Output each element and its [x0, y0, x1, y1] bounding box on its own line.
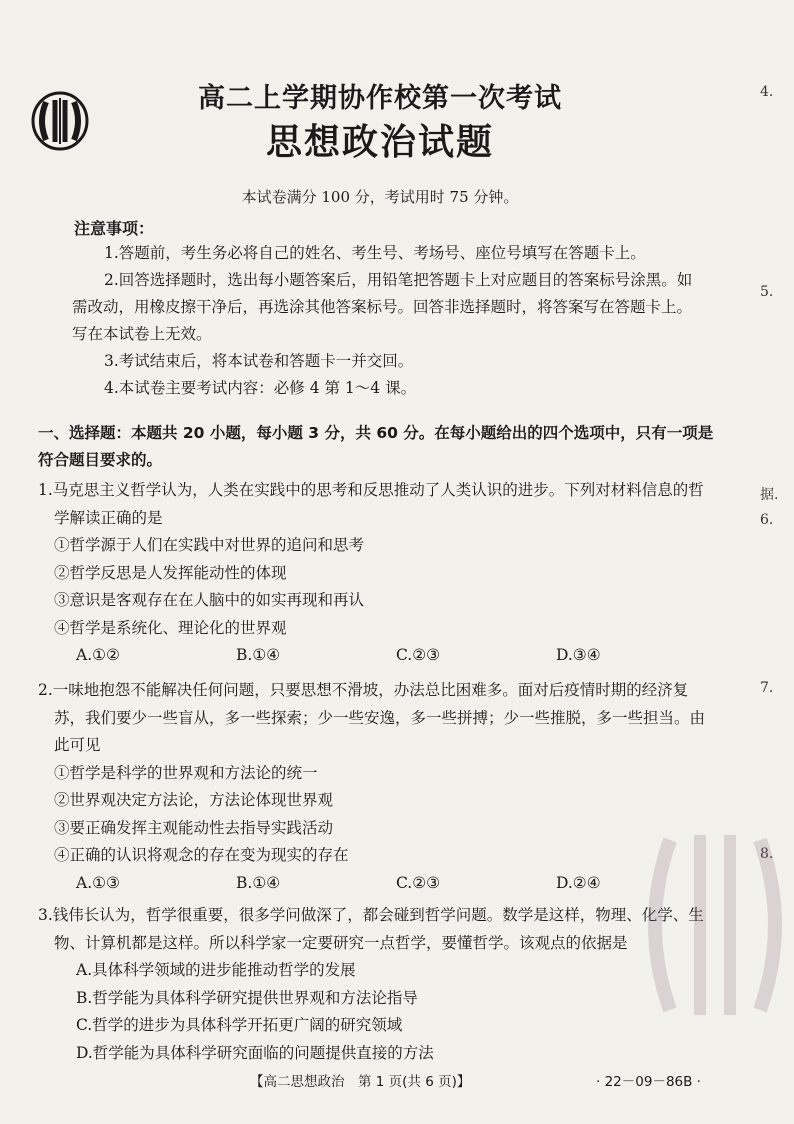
statement: ④正确的认识将观念的存在变为现实的存在 [54, 846, 349, 864]
edge-mark: 6. [760, 512, 774, 528]
option-c: C.②③ [396, 646, 441, 664]
question-stem: 3.钱伟长认为，哲学很重要，很多学问做深了，都会碰到哲学问题。数学是这样，物理、化学、生物、计算机都是这样。所以科学家一定要研究一点哲学，要懂哲学。该观点的依据是 [38, 906, 704, 952]
exam-code: · 22－09－86B · [596, 1074, 701, 1090]
exam-title: 高二上学期协作校第一次考试 [198, 83, 562, 114]
question-stem: 2.一味地抱怨不能解决任何问题，只要思想不滑坡，办法总比困难多。面对后疫情时期的经济复苏，我们要少一些盲从，多一些探索；少一些安逸，多一些拼搏；少一些推脱，多一些担当。由此可见 [38, 681, 706, 754]
statement: ①哲学源于人们在实践中对世界的追问和思考 [54, 536, 365, 554]
subject-title: 思想政治试题 [265, 122, 494, 163]
section-heading: 一、选择题：本题共 20 小题，每小题 3 分，共 60 分。在每小题给出的四个选项中，只有一项是符合题目要求的。 [38, 424, 714, 469]
edge-mark: 8. [760, 846, 774, 862]
notice-item: 4.本试卷主要考试内容：必修 4 第 1～4 课。 [104, 379, 417, 397]
option-a: A.①② [76, 646, 120, 664]
question-1 [38, 477, 718, 670]
statement: ③要正确发挥主观能动性去指导实践活动 [54, 818, 334, 837]
option-c: C.②③ [396, 873, 441, 892]
option-d: D.哲学能为具体科学研究面临的问题提供直接的方法 [76, 1043, 434, 1062]
question-stem: 1.马克思主义哲学认为，人类在实践中的思考和反思推动了人类认识的进步。下列对材料信息的哲学解读正确的是 [38, 481, 704, 527]
statement: ①哲学是科学的世界观和方法论的统一 [54, 763, 318, 782]
option-c: C.哲学的进步为具体科学开拓更广阔的研究领域 [76, 1016, 403, 1034]
option-a: A.具体科学领域的进步能推动哲学的发展 [76, 961, 356, 979]
question-2 [38, 677, 718, 897]
statement: ②世界观决定方法论，方法论体现世界观 [54, 791, 334, 809]
edge-mark: 7. [760, 680, 774, 696]
notice-heading: 注意事项： [74, 219, 155, 238]
page-footer: 【高二思想政治 第 1 页(共 6 页)】 [250, 1074, 471, 1090]
watermark-logo-icon [640, 820, 790, 1030]
edge-mark: 据. [760, 487, 779, 503]
option-d: D.②④ [556, 873, 601, 892]
notice-item: 1.答题前，考生务必将自己的姓名、考生号、考场号、座位号填写在答题卡上。 [104, 244, 646, 262]
notice-item: 2.回答选择题时，选出每小题答案后，用铅笔把答题卡上对应题目的答案标号涂黑。如需改动，用橡皮擦干净后，再选涂其他答案标号。回答非选择题时，将答案写在答题卡上。写在本试卷上无效。 [72, 271, 693, 343]
question-3 [38, 902, 718, 1067]
edge-mark: 4. [760, 84, 774, 100]
option-d: D.③④ [556, 646, 601, 664]
statement: ③意识是客观存在在人脑中的如实再现和再认 [54, 591, 365, 609]
statement: ④哲学是系统化、理论化的世界观 [54, 618, 287, 637]
statement: ②哲学反思是人发挥能动性的体现 [54, 563, 287, 582]
edge-mark: 5. [760, 284, 774, 300]
option-a: A.①③ [76, 873, 120, 892]
option-b: B.哲学能为具体科学研究提供世界观和方法论指导 [76, 988, 418, 1007]
notice-item: 3.考试结束后，将本试卷和答题卡一并交回。 [104, 352, 414, 370]
options-row [38, 870, 718, 898]
option-b: B.①④ [236, 646, 281, 664]
notice-list [72, 240, 694, 402]
options-row [38, 642, 718, 670]
option-b: B.①④ [236, 873, 281, 892]
exam-intro: 本试卷满分 100 分，考试用时 75 分钟。 [241, 188, 519, 206]
